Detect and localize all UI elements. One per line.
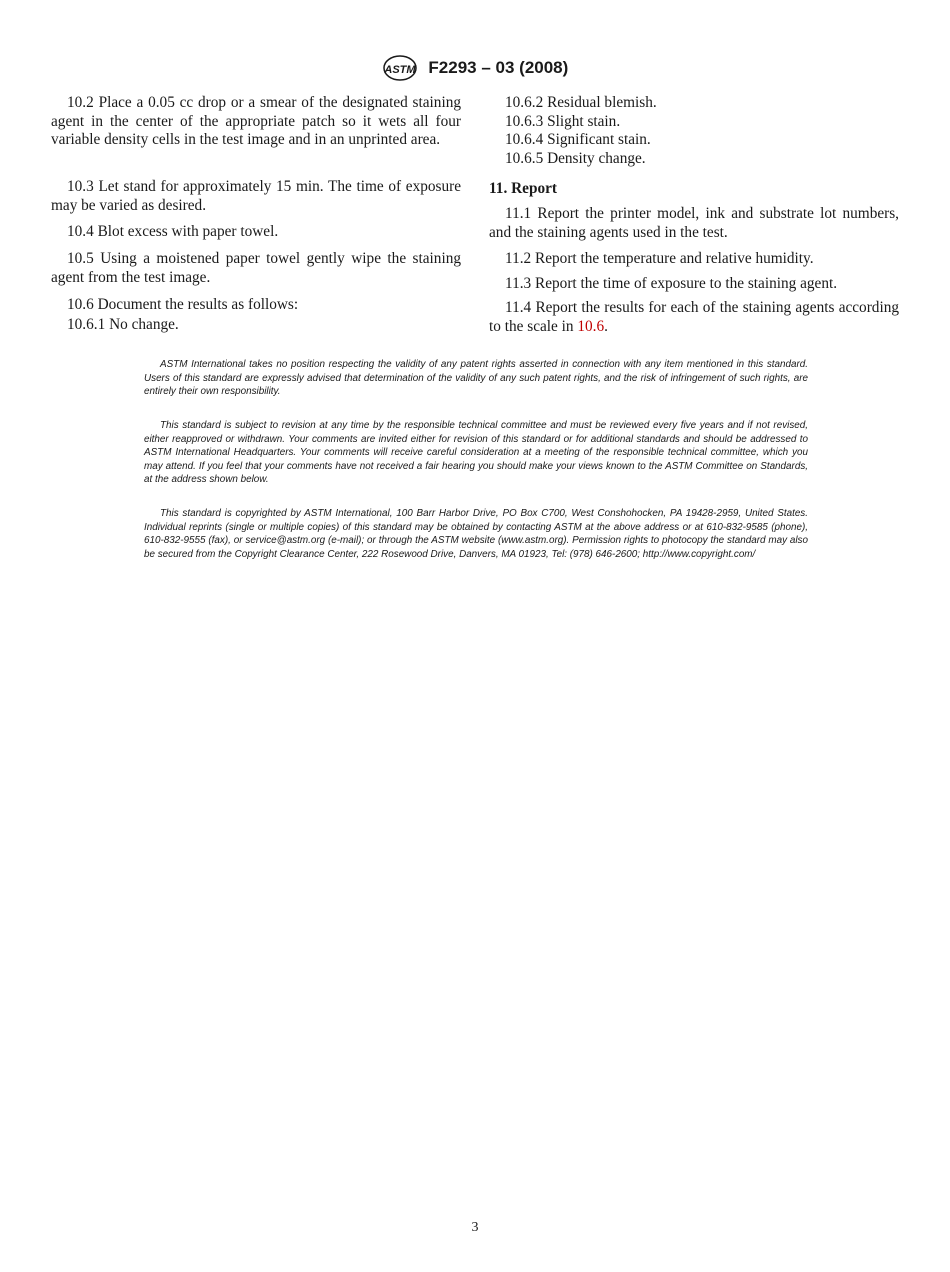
section-10-6: 10.6 Document the results as follows: xyxy=(67,296,299,313)
section-10-3: 10.3 Let stand for approximately 15 min. The time of exposure may be varied as desired. xyxy=(51,178,461,214)
patent-notice: ASTM International takes no position respecting the validity of any patent rights asserted in connection with any item mentioned in this standard. Users of this standard are expressly advised that determination of the validity of any such patent rights, and the risk of infringement of such rights, are entirely their own responsibility. xyxy=(144,359,808,398)
copyright-notice: This standard is copyrighted by ASTM International, 100 Barr Harbor Drive, PO Box C700, West Conshohocken, PA 19428-2959, United States. Individual reprints (single or multiple copies) of this standard may be obtained by contacting ASTM at the above address or at 610-832-9585 (phone), 610-832-9555 (fax), or service@astm.org (e-mail); or through the ASTM website (www.astm.org). Permission rights to photocopy the standard may also be secured from the Copyright Clearance Center, 222 Rosewood Drive, Danvers, MA 01923, Tel: (978) 646-2600; http://www.copyright.com/ xyxy=(144,508,808,560)
page-number: 3 xyxy=(471,1220,479,1235)
section-heading-report: 11. Report xyxy=(489,180,557,197)
standard-designation: F2293 – 03 (2008) xyxy=(428,58,569,77)
section-11-4-text: 11.4 Report the results for each of the staining agents according to the scale in xyxy=(489,299,899,335)
section-10-6-1: 10.6.1 No change. xyxy=(67,316,179,333)
section-10-5: 10.5 Using a moistened paper towel gently wipe the staining agent from the test image. xyxy=(51,250,461,286)
section-10-6-2: 10.6.2 Residual blemish. xyxy=(505,94,657,111)
revision-notice: This standard is subject to revision at any time by the responsible technical committee and must be reviewed every five years and if not revised, either reapproved or withdrawn. Your comments are invited either for revision of this standard or for additional standards and should be addressed to ASTM International Headquarters. Your comments will receive careful consideration at a meeting of the responsible technical committee, which you may attend. If you feel that your comments have not received a fair hearing you should make your views known to the ASTM Committee on Standards, at the address shown below. xyxy=(144,420,808,486)
section-10-4: 10.4 Blot excess with paper towel. xyxy=(67,223,279,240)
page-header xyxy=(0,54,950,82)
section-11-4 xyxy=(489,299,899,336)
section-11-1: 11.1 Report the printer model, ink and substrate lot numbers, and the staining agents used in the test. xyxy=(489,205,899,241)
svg-text:ASTM: ASTM xyxy=(384,64,416,76)
cross-reference-link-10-6[interactable]: 10.6 xyxy=(577,317,605,335)
section-11-3: 11.3 Report the time of exposure to the staining agent. xyxy=(505,275,838,292)
astm-logo-icon xyxy=(382,54,418,82)
section-10-6-5: 10.6.5 Density change. xyxy=(505,150,646,167)
section-10-6-3: 10.6.3 Slight stain. xyxy=(505,113,621,130)
section-10-6-4: 10.6.4 Significant stain. xyxy=(505,131,651,148)
section-11-4-end: . xyxy=(604,317,608,335)
section-10-2: 10.2 Place a 0.05 cc drop or a smear of the designated staining agent in the center of the appropriate patch so it wets all four variable density cells in the test image and in an unprinted area. xyxy=(51,94,461,149)
section-11-2: 11.2 Report the temperature and relative humidity. xyxy=(505,250,814,267)
